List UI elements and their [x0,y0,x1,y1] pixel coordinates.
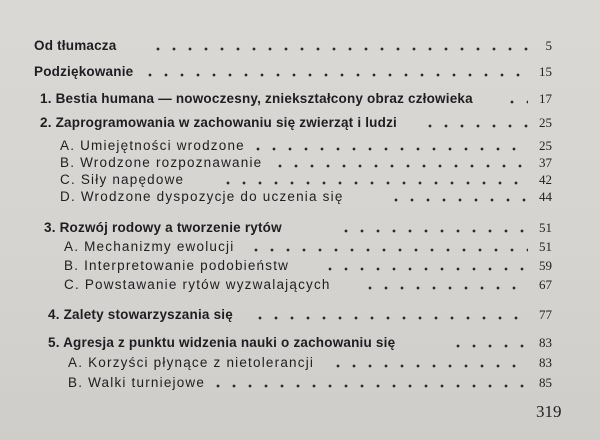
dot-leader [150,47,528,51]
toc-entry-title: 2. Zaprogramowania w zachowaniu się zwierząt i ludzi [40,115,397,130]
toc-entry-page: 51 [539,220,552,235]
toc-entry-title: B. Walki turniejowe [68,375,206,390]
dot-leader [388,198,528,202]
toc-entry-title: A. Korzyści płynące z nietolerancji [68,355,315,370]
dot-leader [338,229,528,233]
dot-leader [250,147,528,151]
dot-leader [322,267,528,271]
toc-entry-title: A. Mechanizmy ewolucji [64,239,235,254]
toc-entry-title: C. Powstawanie rytów wyzwalających [64,277,331,292]
toc-entry-title: B. Interpretowanie podobieństw [64,258,290,273]
toc-entry-title: 5. Agresja z punktu widzenia nauki o zachowaniu się [48,335,396,350]
dot-leader [142,73,528,77]
toc-entry-page: 25 [539,115,552,130]
toc-entry-title: 1. Bestia humana — nowoczesny, zniekształcony obraz człowieka [40,91,473,106]
toc-entry-page: 77 [539,307,552,322]
toc-entry-page: 37 [539,155,552,170]
dot-leader [272,164,528,168]
toc-entry [0,90,600,114]
toc-entry-title: B. Wrodzone rozpoznawanie [60,155,263,170]
toc-entry-page: 25 [539,138,552,153]
toc-entry-page: 5 [545,38,552,53]
toc-entry-title: D. Wrodzone dyspozycje do uczenia się [60,189,344,204]
toc-entry-title: A. Umiejętności wrodzone [60,138,245,153]
dot-leader [252,316,520,320]
toc-entry-page: 15 [539,64,552,79]
toc-entry-page: 83 [539,355,552,370]
dot-leader [362,286,528,290]
dot-leader [220,181,528,185]
dot-leader [330,364,528,368]
toc-entry-page: 85 [539,375,552,390]
dot-leader [248,248,528,252]
dot-leader [210,384,528,388]
toc-entry-title: 3. Rozwój rodowy a tworzenie rytów [44,220,282,235]
toc-entry [0,37,600,61]
toc-entry-title: 4. Zalety stowarzyszania się [48,307,233,322]
toc-entry [0,188,600,212]
toc-entry-page: 59 [539,258,552,273]
toc-entry-page: 17 [539,91,552,106]
toc-entry-title: Podziękowanie [34,64,134,79]
toc-entry-page: 83 [539,335,552,350]
dot-leader [450,344,528,348]
toc-entry [0,374,600,398]
toc-entry [0,114,600,138]
toc-entry-page: 67 [539,277,552,292]
toc-entry [0,306,600,330]
toc-entry-page: 44 [539,189,552,204]
toc-entry-page: 51 [539,239,552,254]
page-number: 319 [536,402,562,421]
dot-leader [422,124,528,128]
toc-entry [0,63,600,87]
toc-entry-title: Od tłumacza [34,38,117,53]
toc-entry [0,276,600,300]
toc-entry-title: C. Siły napędowe [60,172,185,187]
toc-entry-page: 42 [539,172,552,187]
